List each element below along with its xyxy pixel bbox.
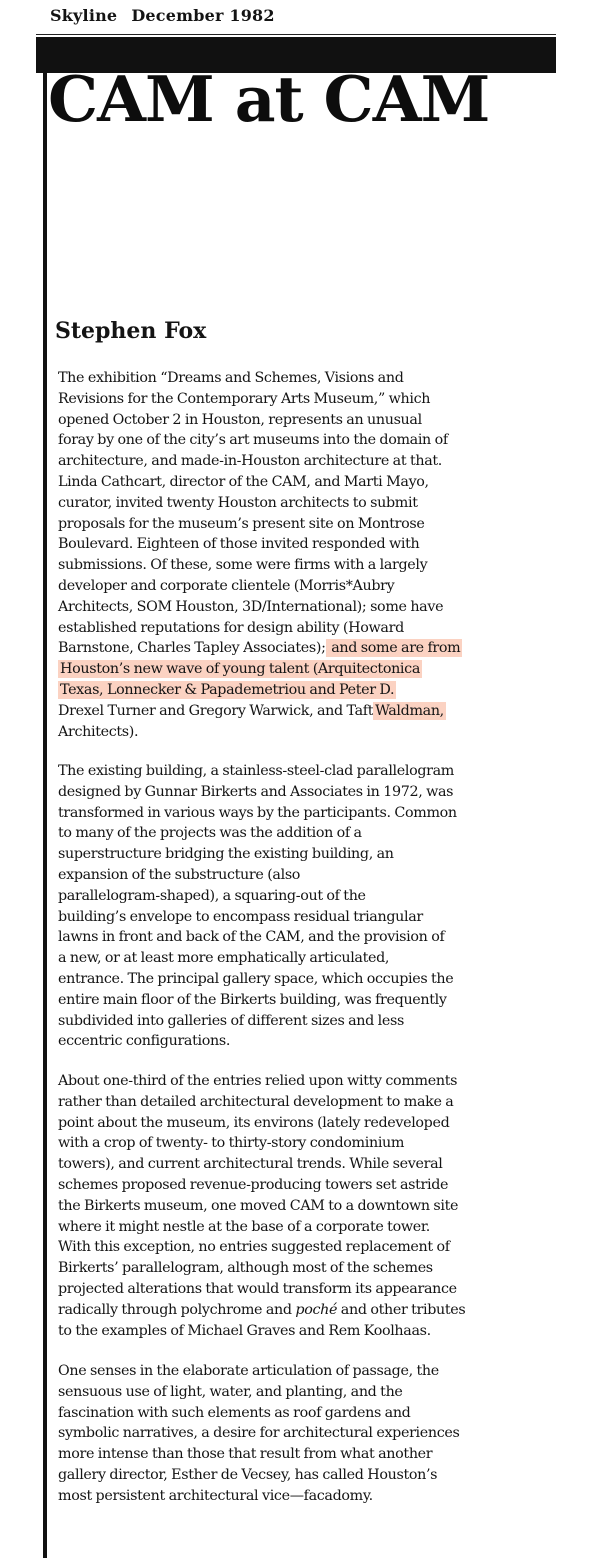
line-text: foray by one of the city’s art museums into the domain of xyxy=(58,432,448,449)
line-text: About one-third of the entries relied upon witty comments xyxy=(58,1073,458,1089)
line-text: and other tributes xyxy=(337,1301,466,1318)
text-line xyxy=(58,514,462,535)
text-line xyxy=(58,659,462,680)
article-author: Stephen Fox xyxy=(55,318,207,344)
line-text: opened October 2 in Houston, represents an unusual xyxy=(58,411,422,428)
text-line xyxy=(58,534,462,555)
line-text: submissions. Of these, some were firms with a largely xyxy=(58,557,428,574)
line-text: proposals for the museum’s present site on Montrose xyxy=(58,515,425,532)
highlighted-text: Houston’s new wave of young talent (Arquitectonica xyxy=(60,661,420,678)
text-line xyxy=(58,576,462,597)
line-text: eccentric configurations. xyxy=(58,1033,231,1050)
text-line xyxy=(58,823,457,844)
line-text: architecture, and made-in-Houston architecture at that. xyxy=(58,453,442,470)
line-text: more intense than those that result from what another xyxy=(58,1446,433,1463)
text-line xyxy=(58,1321,465,1342)
text-line xyxy=(58,638,462,659)
line-text: projected alterations that would transform its appearance xyxy=(58,1280,457,1297)
line-text: where it might nestle at the base of a corporate tower. xyxy=(58,1218,430,1235)
line-text: The exhibition “Dreams and Schemes, Visions and xyxy=(58,370,404,386)
text-line xyxy=(58,680,462,701)
text-line xyxy=(58,1196,465,1217)
text-line xyxy=(58,1300,465,1321)
line-text: expansion of the substructure (also xyxy=(58,866,301,883)
line-text: a new, or at least more emphatically articulated, xyxy=(58,950,390,967)
line-text: point about the museum, its environs (lately redeveloped xyxy=(58,1114,450,1131)
text-line xyxy=(58,844,457,865)
line-text: Linda Cathcart, director of the CAM, and Marti Mayo, xyxy=(58,473,429,490)
highlighted-text: Waldman, xyxy=(375,702,444,719)
header-rule xyxy=(36,34,556,35)
text-line xyxy=(58,1382,460,1403)
line-text: gallery director, Esther de Vecsey, has called Houston’s xyxy=(58,1466,438,1483)
text-line xyxy=(58,389,462,410)
line-text: rather than detailed architectural development to make a xyxy=(58,1093,454,1110)
paragraph-4 xyxy=(58,1361,460,1507)
line-text: most persistent architectural vice—facadomy. xyxy=(58,1487,373,1504)
italic-text: poché xyxy=(291,1301,338,1318)
text-line xyxy=(58,927,457,948)
line-text: the Birkerts museum, one moved CAM to a downtown site xyxy=(58,1197,459,1214)
text-line xyxy=(58,1279,465,1300)
line-text: radically through polychrome and xyxy=(58,1301,292,1318)
left-column-rule xyxy=(43,37,47,1558)
text-line xyxy=(58,1154,465,1175)
line-text: Barnstone, Charles Tapley Associates); xyxy=(58,640,326,657)
line-text: established reputations for design ability (Howard xyxy=(58,619,404,636)
text-line xyxy=(58,701,462,722)
line-text: One senses in the elaborate articulation of passage, the xyxy=(58,1363,439,1379)
paragraph-1 xyxy=(58,368,462,742)
line-text: curator, invited twenty Houston architects to submit xyxy=(58,494,418,511)
text-line xyxy=(58,410,462,431)
text-line xyxy=(58,782,457,803)
page-header xyxy=(50,6,275,25)
line-text: Birkerts’ parallelogram, although most of the schemes xyxy=(58,1260,433,1277)
publication-date: December 1982 xyxy=(131,6,275,25)
line-text: fascination with such elements as roof gardens and xyxy=(58,1404,411,1421)
line-text: Drexel Turner and Gregory Warwick, and Taft xyxy=(58,702,374,719)
line-text: towers), and current architectural trends. While several xyxy=(58,1156,443,1173)
highlighted-text: Texas, Lonnecker & Papademetriou and Peter D. xyxy=(60,681,395,698)
text-line xyxy=(58,472,462,493)
line-text: with a crop of twenty- to thirty-story condominium xyxy=(58,1135,405,1152)
text-line xyxy=(58,493,462,514)
line-text: entrance. The principal gallery space, which occupies the xyxy=(58,970,454,987)
text-line xyxy=(58,1465,460,1486)
text-line xyxy=(58,1133,465,1154)
text-line xyxy=(58,451,462,472)
text-line xyxy=(58,1237,465,1258)
text-line xyxy=(58,1217,465,1238)
text-line xyxy=(58,1486,460,1507)
text-line xyxy=(58,886,457,907)
line-text: With this exception, no entries suggested replacement of xyxy=(58,1239,450,1256)
line-text: to the examples of Michael Graves and Rem Koolhaas. xyxy=(58,1322,431,1339)
line-text: lawns in front and back of the CAM, and the provision of xyxy=(58,929,445,946)
line-text: schemes proposed revenue-producing towers set astride xyxy=(58,1176,449,1193)
text-line xyxy=(58,803,457,824)
line-text: sensuous use of light, water, and planting, and the xyxy=(58,1383,403,1400)
article-title: CAM at CAM xyxy=(48,62,490,136)
text-line xyxy=(58,865,457,886)
line-text: developer and corporate clientele (Morris*Aubry xyxy=(58,577,395,594)
line-text: subdivided into galleries of different sizes and less xyxy=(58,1012,404,1029)
text-line xyxy=(58,1011,457,1032)
line-text: building’s envelope to encompass residual triangular xyxy=(58,908,423,925)
text-line xyxy=(58,907,457,928)
publication-name: Skyline xyxy=(50,6,118,25)
text-line xyxy=(58,1361,460,1382)
text-line xyxy=(58,618,462,639)
paragraph-3 xyxy=(58,1071,465,1341)
line-text: superstructure bridging the existing building, an xyxy=(58,846,394,863)
text-line xyxy=(58,1403,460,1424)
line-text: Architects). xyxy=(58,723,139,740)
text-line xyxy=(58,597,462,618)
text-line xyxy=(58,368,462,389)
line-text: Boulevard. Eighteen of those invited responded with xyxy=(58,536,420,553)
text-line xyxy=(58,1031,457,1052)
line-text: entire main floor of the Birkerts building, was frequently xyxy=(58,991,447,1008)
line-text: parallelogram-shaped), a squaring-out of the xyxy=(58,887,366,904)
paragraph-2 xyxy=(58,761,457,1052)
line-text: Revisions for the Contemporary Arts Museum,” which xyxy=(58,390,431,407)
text-line xyxy=(58,1423,460,1444)
highlighted-text: and some are from xyxy=(327,640,461,657)
text-line xyxy=(58,761,457,782)
text-line xyxy=(58,1113,465,1134)
text-line xyxy=(58,430,462,451)
text-line xyxy=(58,1258,465,1279)
line-text: designed by Gunnar Birkerts and Associates in 1972, was xyxy=(58,783,454,800)
line-text: The existing building, a stainless-steel-clad parallelogram xyxy=(58,763,455,779)
line-text: to many of the projects was the addition of a xyxy=(58,825,362,842)
text-line xyxy=(58,722,462,743)
text-line xyxy=(58,1071,465,1092)
line-text: Architects, SOM Houston, 3D/International); some have xyxy=(58,598,444,615)
line-text: symbolic narratives, a desire for architectural experiences xyxy=(58,1425,460,1442)
text-line xyxy=(58,948,457,969)
text-line xyxy=(58,1444,460,1465)
text-line xyxy=(58,1175,465,1196)
text-line xyxy=(58,990,457,1011)
text-line xyxy=(58,969,457,990)
text-line xyxy=(58,1092,465,1113)
line-text: transformed in various ways by the participants. Common xyxy=(58,804,457,821)
text-line xyxy=(58,555,462,576)
